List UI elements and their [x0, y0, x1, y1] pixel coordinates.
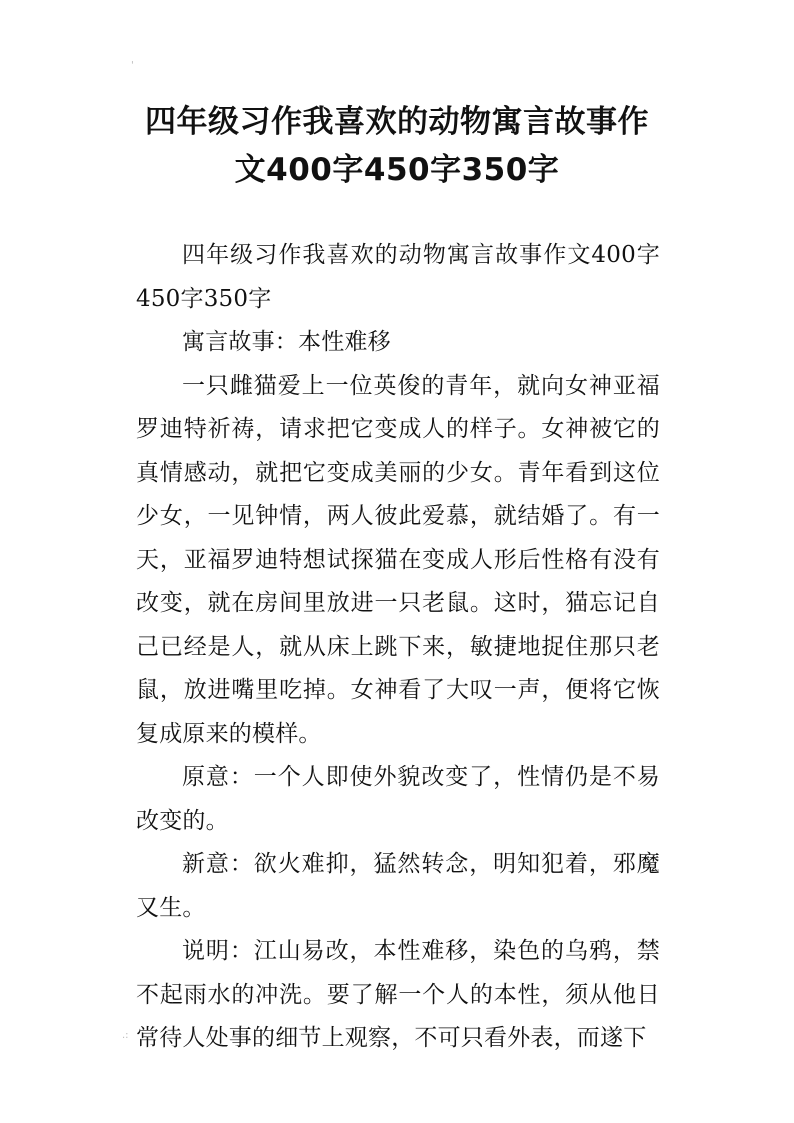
document-body: [136, 234, 660, 1061]
paragraph-explanation: 说明：江山易改，本性难移，染色的乌鸦，禁不起雨水的冲洗。要了解一个人的本性，须从他日常待人处事的细节上观察，不可只看外表，而遂下: [136, 938, 660, 1051]
paragraph-original-meaning: 原意：一个人即使外貌改变了，性情仍是不易改变的。: [136, 764, 660, 834]
paragraph-story: 一只雌猫爱上一位英俊的青年，就向女神亚福罗迪特祈祷，请求把它变成人的样子。女神被它的真情感动，就把它变成美丽的少女。青年看到这位少女，一见钟情，两人彼此爱慕，就结婚了。有一天，亚福罗迪特想试探猫在变成人形后性格有没有改变，就在房间里放进一只老鼠。这时，猫忘记自己已经是人，就从床上跳下来，敏捷地捉住那只老鼠，放进嘴里吃掉。女神看了大叹一声，便将它恢复成原来的模样。: [136, 372, 660, 747]
paragraph-intro: 四年级习作我喜欢的动物寓言故事作文400字450字350字: [136, 242, 660, 312]
corner-mark: .:: [122, 1030, 129, 1041]
document-title: [70, 98, 724, 194]
corner-mark: ': [131, 60, 134, 71]
title-line-2: 文400字450字350字: [234, 152, 560, 188]
title-line-1: 四年级习作我喜欢的动物寓言故事作: [145, 104, 649, 140]
paragraph-fable-title: 寓言故事：本性难移: [182, 329, 391, 355]
paragraph-new-meaning: 新意：欲火难抑，猛然转念，明知犯着，邪魔又生。: [136, 851, 660, 921]
